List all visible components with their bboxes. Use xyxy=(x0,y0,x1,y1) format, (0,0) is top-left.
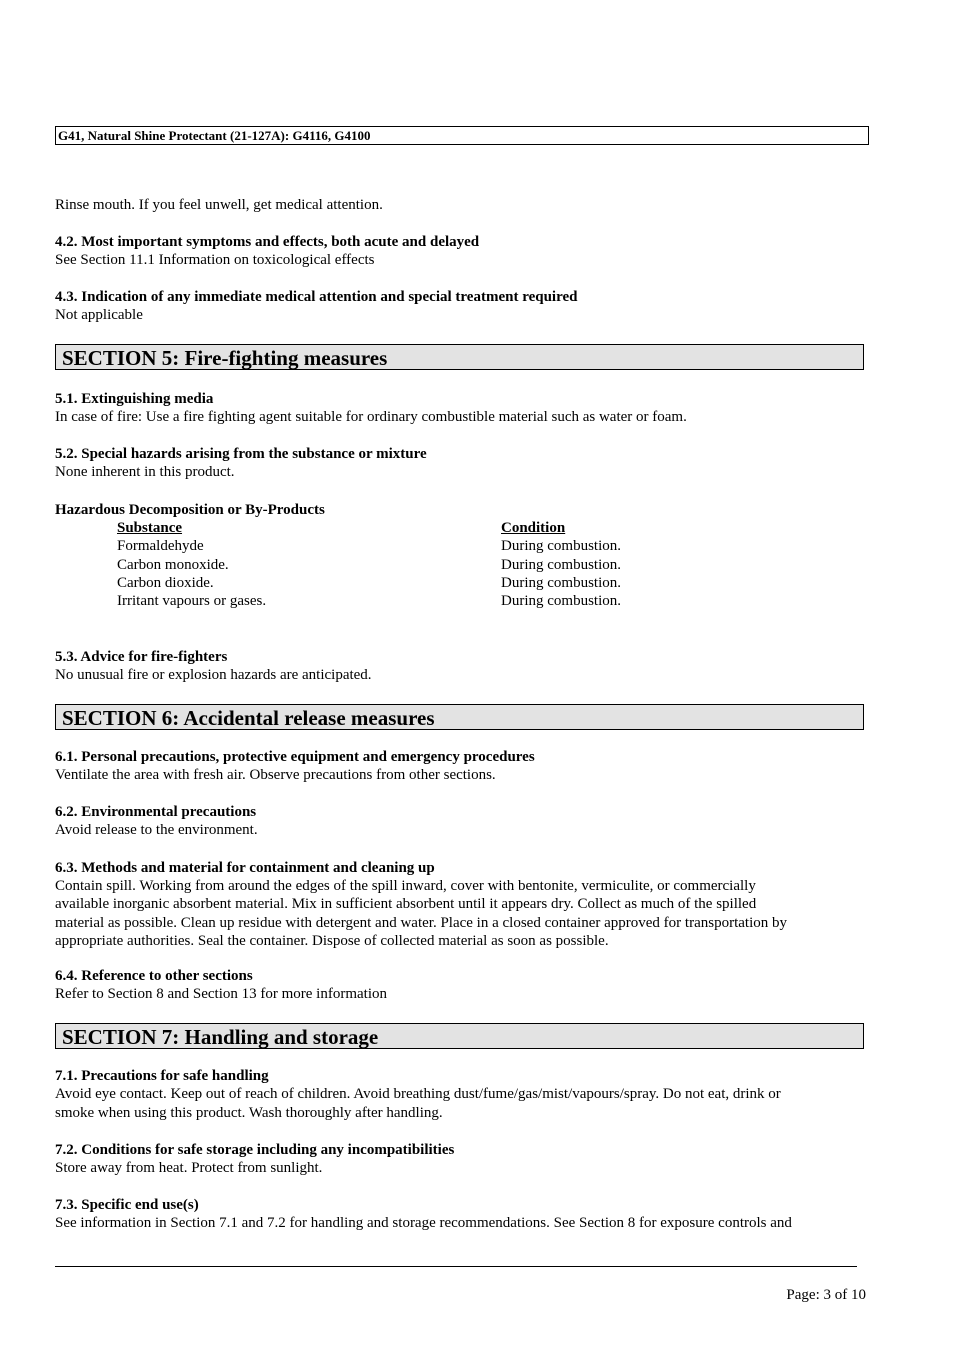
table-header-condition: Condition xyxy=(501,520,566,536)
section-6-3-heading: 6.3. Methods and material for containment and cleaning up xyxy=(55,860,435,876)
section-5-3-heading: 5.3. Advice for fire-fighters xyxy=(55,649,228,665)
document-header: G41, Natural Shine Protectant (21-127A): G4116, G4100 xyxy=(55,126,869,145)
section-5-1-heading: 5.1. Extinguishing media xyxy=(55,391,214,407)
section-5-title: SECTION 5: Fire-fighting measures xyxy=(55,344,864,370)
page-number: Page: 3 of 10 xyxy=(786,1287,866,1303)
section-5-1-text: In case of fire: Use a fire fighting agent suitable for ordinary combustible material such as water or foam. xyxy=(55,409,687,425)
section-6-1-text: Ventilate the area with fresh air. Observe precautions from other sections. xyxy=(55,767,496,783)
section-6-3-line: Contain spill. Working from around the edges of the spill inward, cover with bentonite, vermiculite, or commercially xyxy=(55,878,756,894)
condition-cell: During combustion. xyxy=(501,575,621,591)
section-6-2-text: Avoid release to the environment. xyxy=(55,822,258,838)
condition-cell: During combustion. xyxy=(501,557,621,573)
section-4-3-heading: 4.3. Indication of any immediate medical attention and special treatment required xyxy=(55,289,578,305)
first-aid-ingestion-text: Rinse mouth. If you feel unwell, get medical attention. xyxy=(55,197,383,213)
section-4-2-heading: 4.2. Most important symptoms and effects, both acute and delayed xyxy=(55,234,480,250)
substance-cell: Irritant vapours or gases. xyxy=(117,593,267,609)
section-7-1-heading: 7.1. Precautions for safe handling xyxy=(55,1068,269,1084)
section-5-2-text: None inherent in this product. xyxy=(55,464,235,480)
substance-cell: Carbon monoxide. xyxy=(117,557,229,573)
decomposition-heading: Hazardous Decomposition or By-Products xyxy=(55,502,325,518)
section-6-3-line: material as possible. Clean up residue with detergent and water. Place in a closed container approved for transportation by xyxy=(55,915,787,931)
section-6-title: SECTION 6: Accidental release measures xyxy=(55,704,864,730)
section-5-2-heading: 5.2. Special hazards arising from the substance or mixture xyxy=(55,446,427,462)
section-7-title: SECTION 7: Handling and storage xyxy=(55,1023,864,1049)
substance-cell: Formaldehyde xyxy=(117,538,204,554)
section-6-4-text: Refer to Section 8 and Section 13 for more information xyxy=(55,986,387,1002)
section-7-2-text: Store away from heat. Protect from sunlight. xyxy=(55,1160,323,1176)
section-7-2-heading: 7.2. Conditions for safe storage including any incompatibilities xyxy=(55,1142,455,1158)
section-6-4-heading: 6.4. Reference to other sections xyxy=(55,968,253,984)
condition-cell: During combustion. xyxy=(501,593,621,609)
section-4-3-text: Not applicable xyxy=(55,307,143,323)
section-6-2-heading: 6.2. Environmental precautions xyxy=(55,804,257,820)
substance-cell: Carbon dioxide. xyxy=(117,575,214,591)
section-6-3-line: available inorganic absorbent material. Mix in sufficient absorbent until it appears dry. Collect as much of the spilled xyxy=(55,896,757,912)
footer-divider xyxy=(55,1266,857,1267)
section-4-2-text: See Section 11.1 Information on toxicological effects xyxy=(55,252,375,268)
section-5-3-text: No unusual fire or explosion hazards are anticipated. xyxy=(55,667,372,683)
section-6-1-heading: 6.1. Personal precautions, protective equipment and emergency procedures xyxy=(55,749,535,765)
section-7-3-heading: 7.3. Specific end use(s) xyxy=(55,1197,199,1213)
table-header-substance: Substance xyxy=(117,520,183,536)
section-7-3-text: See information in Section 7.1 and 7.2 for handling and storage recommendations. See Section 8 for exposure controls and xyxy=(55,1215,792,1231)
section-7-1-line: smoke when using this product. Wash thoroughly after handling. xyxy=(55,1105,443,1121)
section-6-3-line: appropriate authorities. Seal the container. Dispose of collected material as soon as possible. xyxy=(55,933,609,949)
section-7-1-line: Avoid eye contact. Keep out of reach of children. Avoid breathing dust/fume/gas/mist/vapours/spray. Do not eat, drink or xyxy=(55,1086,781,1102)
condition-cell: During combustion. xyxy=(501,538,621,554)
